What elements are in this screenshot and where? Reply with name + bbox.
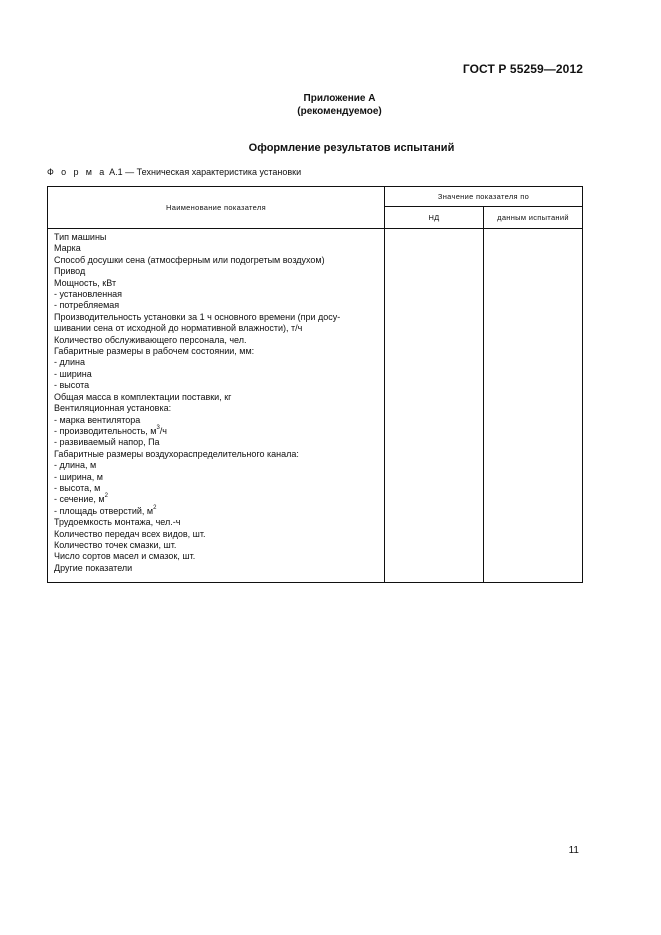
table-row: Мощность, кВт bbox=[54, 277, 117, 288]
characteristics-table bbox=[47, 186, 583, 583]
table-row: - марка вентилятора bbox=[54, 414, 141, 425]
section-title-text: Оформление результатов испытаний bbox=[248, 142, 455, 154]
table-row: - установленная bbox=[54, 289, 123, 300]
row-text: - площадь отверстий, м bbox=[54, 505, 154, 516]
form-caption bbox=[47, 167, 301, 177]
table-row: Число сортов масел и смазок, шт. bbox=[54, 551, 196, 562]
page-number: 11 bbox=[568, 845, 579, 856]
table-row: - высота bbox=[54, 380, 90, 391]
table-row bbox=[54, 506, 384, 517]
row-text: - производительность, м bbox=[54, 425, 157, 436]
form-number: А.1 — Техническая характеристика установки bbox=[109, 167, 302, 177]
table-row bbox=[54, 494, 384, 505]
table-row: Количество точек смазки, шт. bbox=[54, 539, 177, 550]
table-row: - ширина, м bbox=[54, 471, 103, 482]
table-row: Габаритные размеры воздухораспределительного канала: bbox=[54, 448, 299, 459]
test-value-cell bbox=[484, 229, 583, 583]
table-row bbox=[54, 426, 384, 437]
table-row: Трудоемкость монтажа, чел.-ч bbox=[54, 517, 181, 528]
table-row: Общая масса в комплектации поставки, кг bbox=[54, 391, 232, 402]
table-row: Другие показатели bbox=[54, 562, 133, 573]
table-row: - длина bbox=[54, 357, 86, 368]
unit-exponent: 2 bbox=[153, 504, 157, 511]
appendix-title: Приложение А bbox=[303, 93, 376, 104]
table-row: Марка bbox=[54, 243, 81, 254]
header-name: Наименование показателя bbox=[48, 187, 385, 229]
unit-exponent: 3 bbox=[156, 424, 160, 431]
unit-exponent: 2 bbox=[104, 493, 108, 500]
row-text: - сечение, м bbox=[54, 494, 105, 505]
table-row: шивании сена от исходной до нормативной влажности), т/ч bbox=[54, 323, 303, 334]
table-row: Вентиляционная установка: bbox=[54, 403, 172, 414]
header-value-group: Значение показателя по bbox=[385, 187, 583, 207]
appendix-heading bbox=[0, 92, 661, 118]
table-row: - ширина bbox=[54, 368, 92, 379]
header-nd: НД bbox=[385, 207, 484, 229]
table-row: Количество обслуживающего персонала, чел. bbox=[54, 334, 247, 345]
header-test-data: данным испытаний bbox=[484, 207, 583, 229]
standard-code: ГОСТ Р 55259—2012 bbox=[462, 62, 583, 76]
table-row: - длина, м bbox=[54, 460, 97, 471]
table-row: - высота, м bbox=[54, 482, 101, 493]
table-row: Привод bbox=[54, 266, 86, 277]
unit-suffix: /ч bbox=[159, 425, 167, 436]
table-row: Количество передач всех видов, шт. bbox=[54, 528, 206, 539]
indicator-list bbox=[48, 229, 385, 583]
table-row: Производительность установки за 1 ч основного времени (при досу- bbox=[54, 311, 341, 322]
table-row: Способ досушки сена (атмосферным или подогретым воздухом) bbox=[54, 254, 325, 265]
section-title bbox=[0, 142, 661, 154]
nd-value-cell bbox=[385, 229, 484, 583]
table-row: Габаритные размеры в рабочем состоянии, мм: bbox=[54, 346, 255, 357]
form-label: Ф о р м а bbox=[47, 167, 107, 177]
appendix-status: (рекомендуемое) bbox=[297, 106, 382, 117]
table-row: Тип машины bbox=[54, 232, 107, 242]
table-row: - потребляемая bbox=[54, 300, 120, 311]
table-row: - развиваемый напор, Па bbox=[54, 437, 160, 448]
